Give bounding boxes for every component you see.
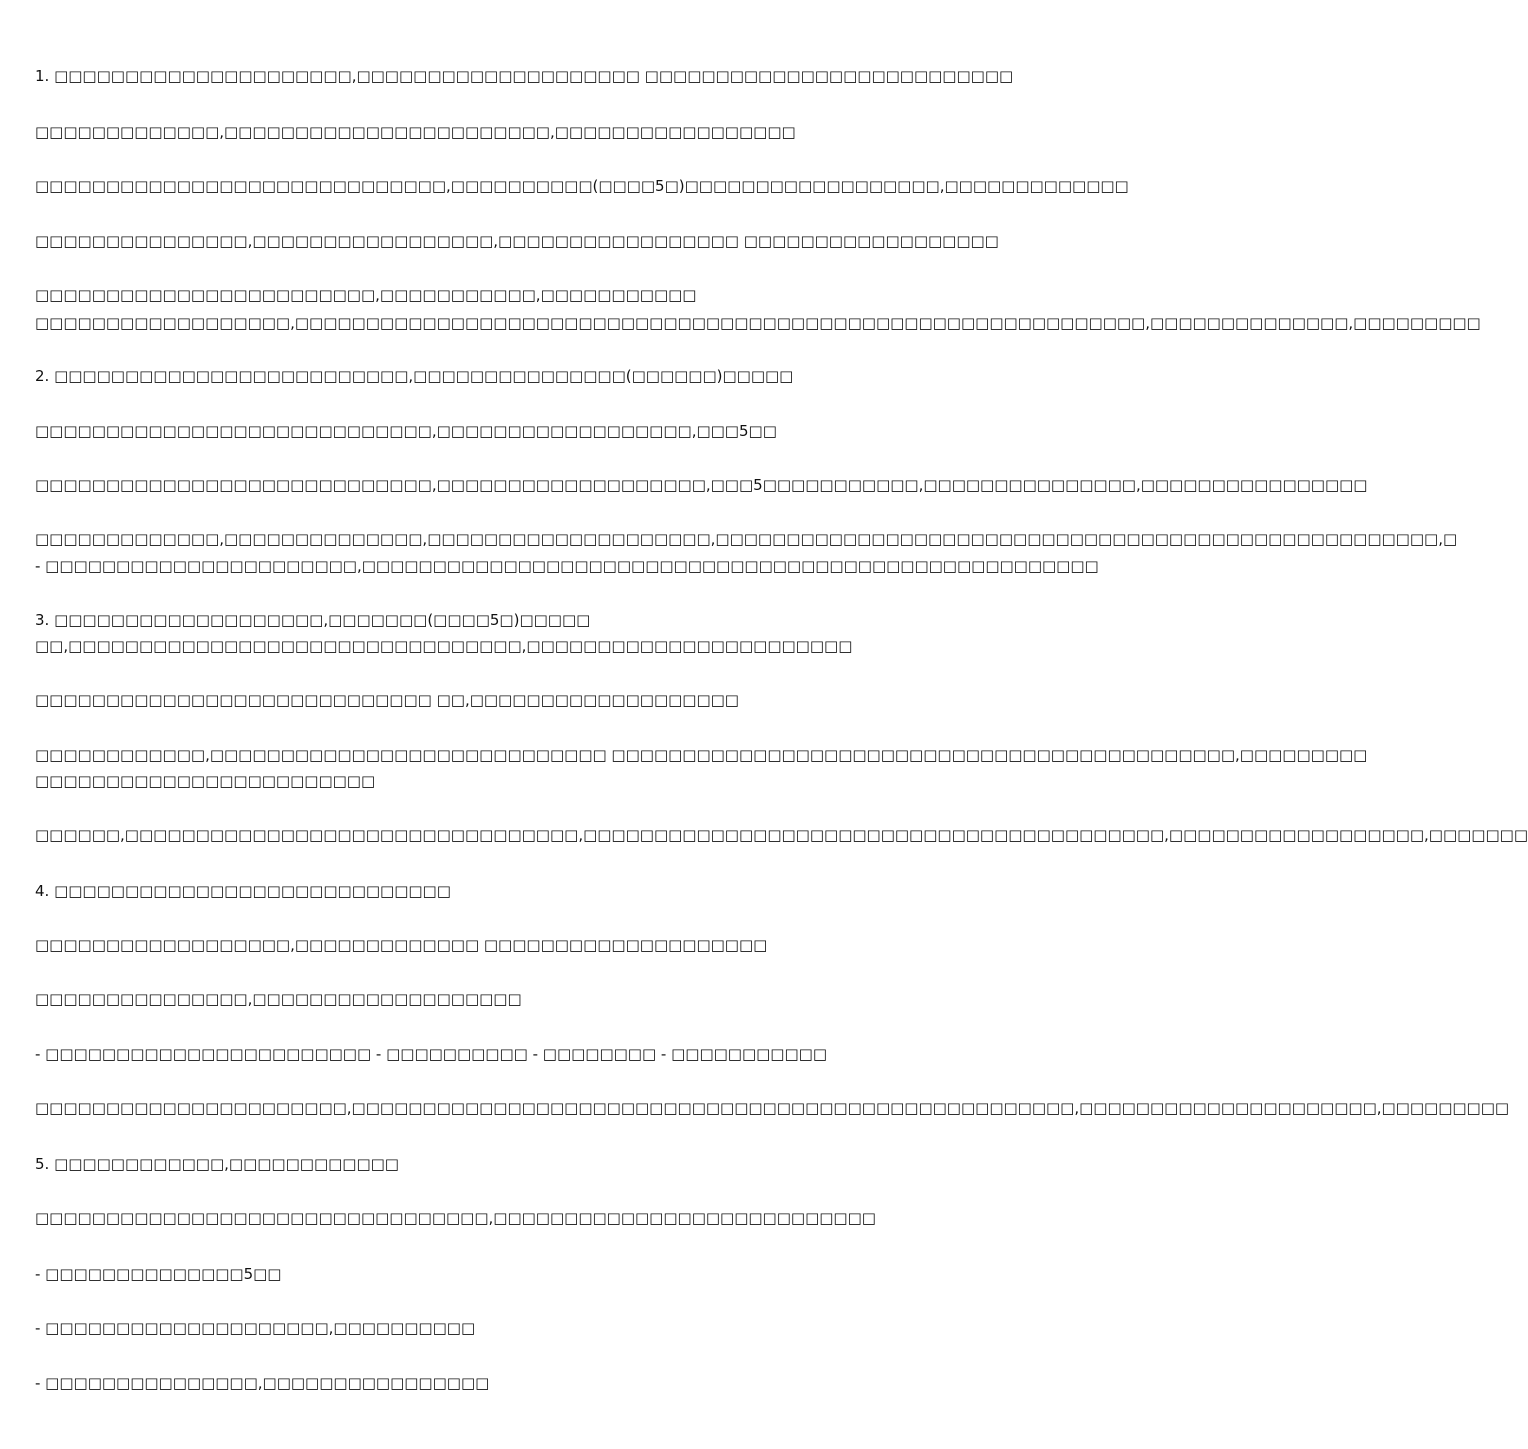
text-line: □□□□□□,□□□□□□□□□□□□□□□□□□□□□□□□□□□□□□□□,□□□□□□□□□□□□□□□□□□□□□□□□□□□□□□□□□□□□□□□□□,□□□□□□□□□□□□□□□□□□,□□□□□□□ bbox=[35, 826, 1528, 844]
text-line: 3. □□□□□□□□□□□□□□□□□□□,□□□□□□□(□□□□5□)□□□□□ bbox=[35, 611, 591, 629]
text-line: □□,□□□□□□□□□□□□□□□□□□□□□□□□□□□□□□□□,□□□□□□□□□□□□□□□□□□□□□□□ bbox=[35, 637, 853, 655]
text-line: - □□□□□□□□□□□□□□□,□□□□□□□□□□□□□□□□ bbox=[35, 1374, 490, 1392]
text-line: □□□□□□□□□□□□□□□□□□,□□□□□□□□□□□□□ □□□□□□□□□□□□□□□□□□□□ bbox=[35, 936, 768, 954]
text-line: □□□□□□□□□□□□□□□,□□□□□□□□□□□□□□□□□,□□□□□□□□□□□□□□□□□ □□□□□□□□□□□□□□□□□□ bbox=[35, 232, 999, 250]
text-line: 2. □□□□□□□□□□□□□□□□□□□□□□□□□,□□□□□□□□□□□□□□□(□□□□□□)□□□□□ bbox=[35, 367, 794, 385]
document-body bbox=[35, 0, 1528, 1449]
text-line: - □□□□□□□□□□□□□□□□□□□□,□□□□□□□□□□ bbox=[35, 1319, 476, 1337]
text-line: 5. □□□□□□□□□□□□,□□□□□□□□□□□□ bbox=[35, 1155, 399, 1173]
text-line: □□□□□□□□□□□□□□□□□□□□□□□□ bbox=[35, 772, 376, 790]
text-line: □□□□□□□□□□□□□□□□□□□□□□□□□□□□□□□□,□□□□□□□□□□□□□□□□□□□□□□□□□□□ bbox=[35, 1209, 876, 1227]
text-line: - □□□□□□□□□□□□□□□□□□□□□□,□□□□□□□□□□□□□□□□□□□□□□□□□□□□□□□□□□□□□□□□□□□□□□□□□□□□ bbox=[35, 557, 1099, 575]
text-line: □□□□□□□□□□□□□□□□□□□□□□□□□□□□,□□□□□□□□□□□□□□□□□□□,□□□5□□□□□□□□□□□,□□□□□□□□□□□□□□□,□□□□□□□□□□□□□□□□ bbox=[35, 476, 1368, 494]
text-line: □□□□□□□□□□□□□□□□□□□□□□□□□□□□ □□,□□□□□□□□□□□□□□□□□□□ bbox=[35, 691, 739, 709]
text-line: □□□□□□□□□□□□□□□□□□□□□□□□□□□□□,□□□□□□□□□□(□□□□5□)□□□□□□□□□□□□□□□□□□,□□□□□□□□□□□□□ bbox=[35, 177, 1129, 195]
text-line: 1. □□□□□□□□□□□□□□□□□□□□□,□□□□□□□□□□□□□□□□□□□□ □□□□□□□□□□□□□□□□□□□□□□□□□□ bbox=[35, 67, 1014, 85]
text-line: □□□□□□□□□□□□□,□□□□□□□□□□□□□□,□□□□□□□□□□□□□□□□□□□□,□□□□□□□□□□□□□□□□□□□□□□□□□□□□□□□□□□□□□□□□□□□□□□□□□□□,□ bbox=[35, 530, 1458, 548]
text-line: - □□□□□□□□□□□□□□□□□□□□□□□ - □□□□□□□□□□ - □□□□□□□□ - □□□□□□□□□□□ bbox=[35, 1045, 827, 1063]
text-line: □□□□□□□□□□□□□□□,□□□□□□□□□□□□□□□□□□□ bbox=[35, 990, 522, 1008]
text-line: □□□□□□□□□□□□□,□□□□□□□□□□□□□□□□□□□□□□□,□□□□□□□□□□□□□□□□□ bbox=[35, 123, 796, 141]
text-line: □□□□□□□□□□□□,□□□□□□□□□□□□□□□□□□□□□□□□□□□□ □□□□□□□□□□□□□□□□□□□□□□□□□□□□□□□□□□□□□□□□□□□□,□□□□□□□□□ bbox=[35, 746, 1368, 764]
text-line: □□□□□□□□□□□□□□□□□□□□□□□□,□□□□□□□□□□□,□□□□□□□□□□□ bbox=[35, 286, 697, 304]
text-line: 4. □□□□□□□□□□□□□□□□□□□□□□□□□□□□ bbox=[35, 882, 451, 900]
text-line: □□□□□□□□□□□□□□□□□□,□□□□□□□□□□□□□□□□□□□□□□□□□□□□□□□□□□□□□□□□□□□□□□□□□□□□□□□□□□□□,□□□□□□□□□□□□□□,□□□□□□□□□ bbox=[35, 314, 1481, 332]
text-line: □□□□□□□□□□□□□□□□□□□□□□□□□□□□,□□□□□□□□□□□□□□□□□□,□□□5□□ bbox=[35, 422, 777, 440]
text-line: □□□□□□□□□□□□□□□□□□□□□□,□□□□□□□□□□□□□□□□□□□□□□□□□□□□□□□□□□□□□□□□□□□□□□□□□□□,□□□□□□□□□□□□□□□□□□□□□,□□□□□□□□□ bbox=[35, 1099, 1510, 1117]
text-line: - □□□□□□□□□□□□□□5□□ bbox=[35, 1265, 282, 1283]
